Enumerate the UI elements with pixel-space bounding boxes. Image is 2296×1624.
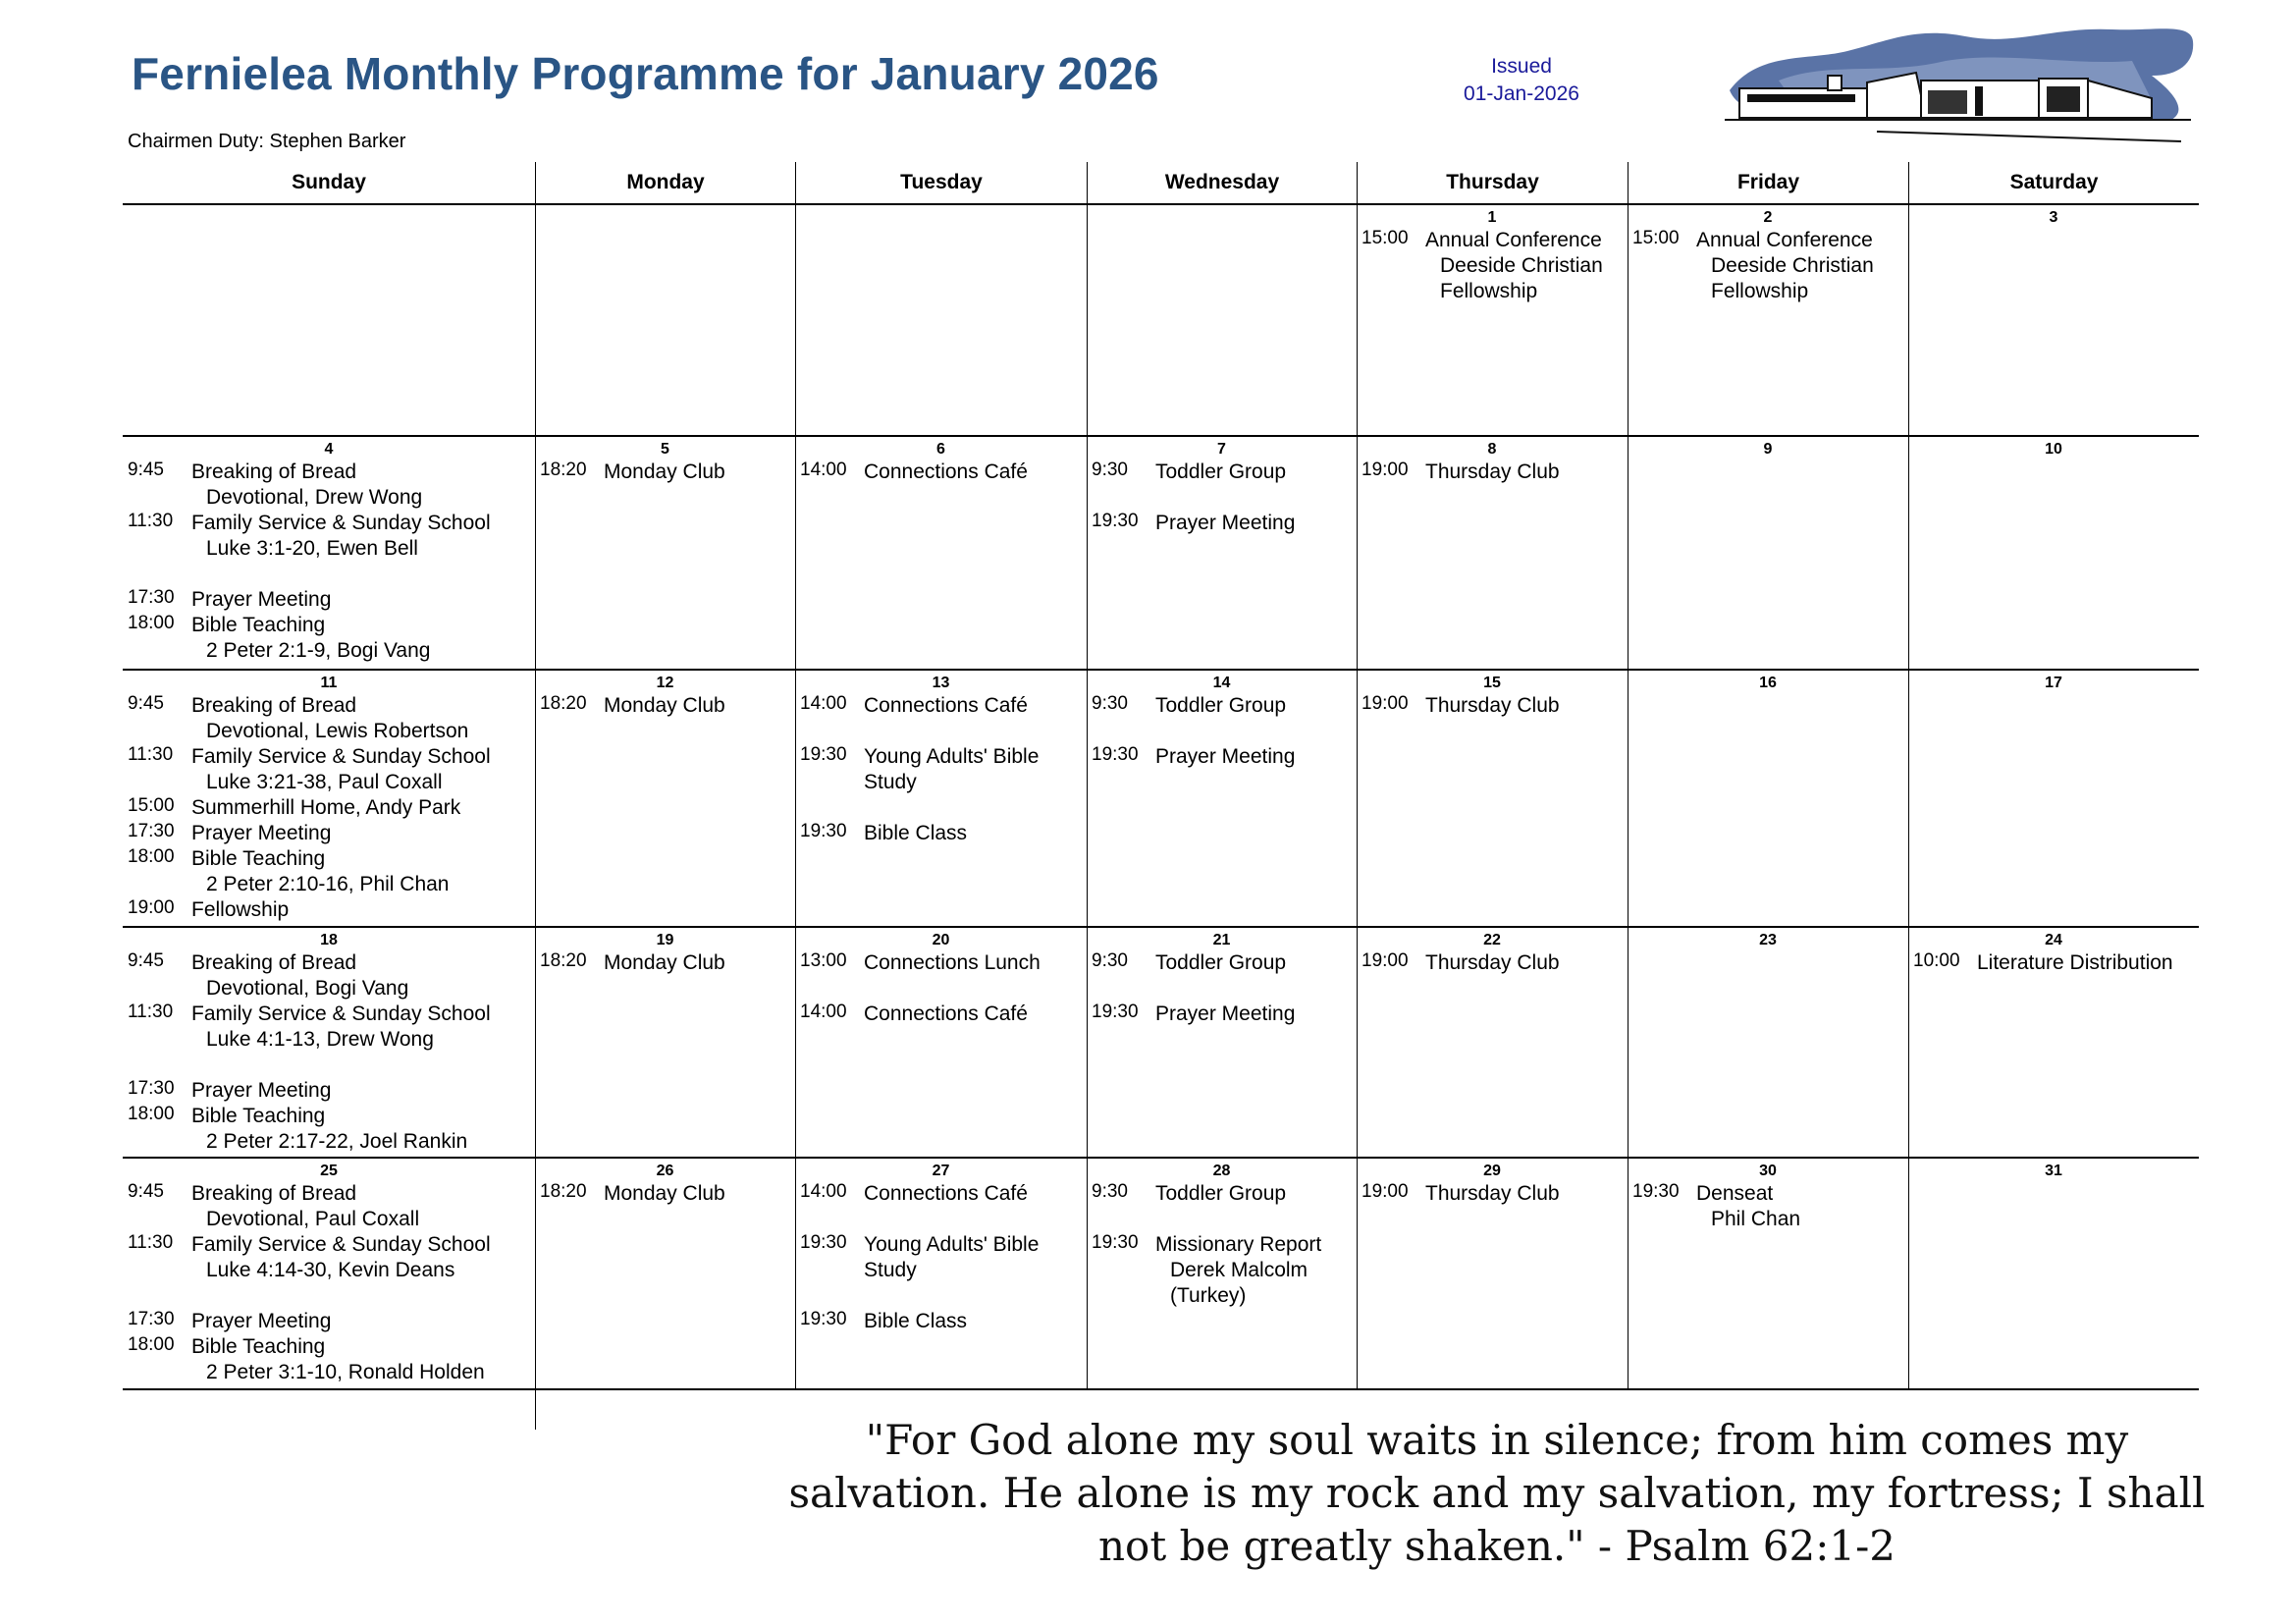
day-number: 28 [1212, 1163, 1231, 1179]
event-detail: Devotional, Bogi Vang [206, 977, 409, 1000]
event [1357, 950, 1628, 976]
event-time: 19:30 [1092, 511, 1139, 531]
event [123, 613, 535, 664]
event-title: Annual Conference [1425, 229, 1602, 251]
event-title: Breaking of Bread [191, 460, 357, 483]
day-cell-monday [535, 928, 795, 1157]
event-time: 14:00 [800, 1001, 847, 1022]
event-title: Fellowship [191, 898, 290, 921]
event [123, 1181, 535, 1232]
event-spacer [1087, 485, 1357, 511]
event-title: Bible Teaching [191, 847, 326, 870]
event [123, 1001, 535, 1053]
scripture-quote: "For God alone my soul waits in silence; from him comes my salvation. He alone is my rock and my salvation, my fortress; I shall not be greatly shaken." - Psalm 62:1-2 [788, 1416, 2206, 1570]
day-cell-thursday [1357, 437, 1628, 669]
day-number: 13 [932, 675, 950, 691]
day-number: 18 [320, 932, 338, 948]
day-cell-sunday [123, 1159, 535, 1388]
event-detail: 2 Peter 2:1-9, Bogi Vang [206, 639, 431, 662]
event-spacer [795, 719, 1087, 744]
event-title: Family Service & Sunday School [191, 1233, 491, 1256]
day-cell-friday [1628, 1159, 1908, 1388]
event-title: Prayer Meeting [191, 1079, 332, 1102]
event-time: 15:00 [128, 795, 175, 816]
event-title: Family Service & Sunday School [191, 1002, 491, 1025]
event-title: Connections Café [864, 1002, 1028, 1025]
weekday-header-friday: Friday [1628, 162, 1908, 203]
day-number: 25 [320, 1163, 338, 1179]
event-title: Prayer Meeting [191, 588, 332, 611]
event [535, 950, 795, 976]
week-row [123, 205, 2199, 437]
day-cell-tuesday [795, 205, 1087, 435]
event-spacer [1087, 719, 1357, 744]
day-number: 29 [1483, 1163, 1501, 1179]
day-cell-saturday [1908, 437, 2199, 669]
event-title: Bible Class [864, 822, 968, 844]
event-time: 18:00 [128, 1104, 175, 1124]
day-cell-friday [1628, 671, 1908, 926]
event-title: Bible Teaching [191, 1105, 326, 1127]
event-title: Annual Conference [1696, 229, 1873, 251]
event [123, 693, 535, 744]
event-detail: Luke 3:21-38, Paul Coxall [206, 771, 443, 793]
day-cell-thursday [1357, 1159, 1628, 1388]
church-building-icon [1720, 22, 2197, 147]
event [1628, 1181, 1908, 1232]
event-title: Bible Teaching [191, 1335, 326, 1358]
event-time: 19:00 [1362, 950, 1409, 971]
day-number: 3 [2049, 209, 2058, 226]
event [1087, 693, 1357, 719]
event-time: 19:30 [800, 821, 847, 841]
event-title: Prayer Meeting [1155, 745, 1296, 768]
calendar [123, 162, 2199, 1390]
day-number: 7 [1217, 441, 1226, 458]
day-number: 5 [661, 441, 669, 458]
event [795, 821, 1087, 846]
day-number: 22 [1483, 932, 1501, 948]
event-title-continued: Study [864, 771, 917, 793]
weekday-header-sunday: Sunday [292, 171, 366, 193]
event-title: Toddler Group [1155, 951, 1287, 974]
event-spacer [123, 562, 535, 587]
event-time: 9:30 [1092, 693, 1128, 714]
day-cell-tuesday [795, 437, 1087, 669]
event-time: 11:30 [128, 1001, 174, 1022]
event [123, 587, 535, 613]
event-title: Breaking of Bread [191, 951, 357, 974]
event [1087, 460, 1357, 485]
event [1087, 1232, 1357, 1309]
event-title: Connections Café [864, 460, 1028, 483]
event-time: 17:30 [128, 1309, 175, 1329]
event-time: 18:20 [540, 460, 587, 480]
event [795, 1309, 1087, 1334]
event-time: 9:45 [128, 693, 164, 714]
event-title: Breaking of Bread [191, 694, 357, 717]
event [795, 1181, 1087, 1207]
week-row [123, 1159, 2199, 1390]
event-detail: Devotional, Lewis Robertson [206, 720, 469, 742]
event-time: 9:30 [1092, 1181, 1128, 1202]
week-row [123, 928, 2199, 1159]
event-time: 15:00 [1632, 228, 1680, 248]
event-title: Connections Lunch [864, 951, 1041, 974]
event-title: Connections Café [864, 1182, 1028, 1205]
event [123, 846, 535, 897]
event-time: 9:45 [128, 460, 164, 480]
event [123, 795, 535, 821]
event [1357, 460, 1628, 485]
event-detail: (Turkey) [1170, 1284, 1247, 1307]
event [1357, 228, 1628, 304]
day-cell-tuesday [795, 1159, 1087, 1388]
day-number: 31 [2045, 1163, 2062, 1179]
event-time: 19:30 [800, 1309, 847, 1329]
event [123, 460, 535, 511]
day-cell-monday [535, 1159, 795, 1388]
day-number: 14 [1212, 675, 1231, 691]
event-detail: Derek Malcolm [1170, 1259, 1308, 1281]
day-cell-friday [1628, 205, 1908, 435]
day-number: 11 [320, 675, 338, 691]
day-number [123, 207, 535, 228]
event [1087, 1181, 1357, 1207]
page-title: Fernielea Monthly Programme for January 2026 [132, 48, 1159, 99]
event [535, 693, 795, 719]
event-time: 17:30 [128, 1078, 175, 1099]
day-cell-wednesday [1087, 928, 1357, 1157]
event-title: Connections Café [864, 694, 1028, 717]
event-time: 19:30 [800, 1232, 847, 1253]
day-cell-friday [1628, 928, 1908, 1157]
event-detail: Fellowship [1440, 280, 1538, 302]
event [123, 1309, 535, 1334]
event-time: 18:00 [128, 846, 175, 867]
event-time: 17:30 [128, 587, 175, 608]
day-cell-saturday [1908, 205, 2199, 435]
event-time: 13:00 [800, 950, 847, 971]
event-time: 9:30 [1092, 460, 1128, 480]
day-number [535, 207, 795, 228]
day-cell-wednesday [1087, 205, 1357, 435]
weekday-header-tuesday: Tuesday [795, 162, 1087, 203]
event-time: 19:00 [1362, 693, 1409, 714]
event-title: Prayer Meeting [191, 822, 332, 844]
event [535, 460, 795, 485]
day-cell-thursday [1357, 205, 1628, 435]
chairman-duty: Chairmen Duty: Stephen Barker [128, 131, 406, 152]
event-title: Breaking of Bread [191, 1182, 357, 1205]
day-cell-sunday [123, 437, 535, 669]
event [795, 1001, 1087, 1027]
event [795, 950, 1087, 976]
day-number: 27 [932, 1163, 950, 1179]
event-title: Family Service & Sunday School [191, 745, 491, 768]
issued-date: 01-Jan-2026 [1464, 82, 1579, 105]
day-cell-wednesday [1087, 671, 1357, 926]
day-number: 4 [324, 441, 334, 458]
event-time: 19:00 [1362, 460, 1409, 480]
event-detail: Phil Chan [1711, 1208, 1801, 1230]
event-detail: Devotional, Drew Wong [206, 486, 423, 509]
event [123, 950, 535, 1001]
event [1357, 1181, 1628, 1207]
event-time: 18:20 [540, 950, 587, 971]
event-time: 19:30 [1092, 1001, 1139, 1022]
event-title: Prayer Meeting [191, 1310, 332, 1332]
day-number: 15 [1483, 675, 1501, 691]
event-title: Toddler Group [1155, 694, 1287, 717]
event [123, 744, 535, 795]
event-detail: 2 Peter 2:17-22, Joel Rankin [206, 1130, 468, 1153]
event [1628, 228, 1908, 304]
event-title: Denseat [1696, 1182, 1774, 1205]
event [1087, 950, 1357, 976]
event [1087, 511, 1357, 536]
day-number: 12 [656, 675, 674, 691]
event [795, 744, 1087, 795]
day-number: 20 [932, 932, 950, 948]
day-number: 24 [2045, 932, 2062, 948]
day-number: 8 [1487, 441, 1497, 458]
event-time: 14:00 [800, 693, 847, 714]
issued-label: Issued [1491, 55, 1552, 78]
day-cell-thursday [1357, 671, 1628, 926]
event-time: 11:30 [128, 1232, 174, 1253]
event-time: 14:00 [800, 1181, 847, 1202]
week-row [123, 437, 2199, 671]
day-cell-monday [535, 437, 795, 669]
event-title: Young Adults' Bible [864, 745, 1040, 768]
event-spacer [795, 1283, 1087, 1309]
event-time: 10:00 [1913, 950, 1960, 971]
event-detail: Luke 4:14-30, Kevin Deans [206, 1259, 455, 1281]
day-number: 10 [2045, 441, 2062, 458]
day-number: 21 [1212, 932, 1231, 948]
event-detail: 2 Peter 3:1-10, Ronald Holden [206, 1361, 485, 1383]
day-number: 19 [656, 932, 674, 948]
event-time: 9:30 [1092, 950, 1128, 971]
event [123, 511, 535, 562]
day-number: 26 [656, 1163, 674, 1179]
event-time: 19:30 [1092, 744, 1139, 765]
event-detail: Deeside Christian [1440, 254, 1603, 277]
day-number: 23 [1759, 932, 1777, 948]
day-number: 16 [1759, 675, 1777, 691]
day-number: 6 [936, 441, 945, 458]
day-cell-saturday [1908, 1159, 2199, 1388]
weekday-header-saturday: Saturday [1908, 162, 2199, 203]
event-spacer [1087, 976, 1357, 1001]
weekday-header-monday: Monday [535, 162, 795, 203]
event [123, 1104, 535, 1155]
event-time: 11:30 [128, 511, 174, 531]
event-spacer [795, 1207, 1087, 1232]
event-title: Monday Club [604, 1182, 725, 1205]
day-number: 17 [2045, 675, 2062, 691]
event [795, 1232, 1087, 1283]
day-cell-saturday [1908, 671, 2199, 926]
issued-block [1423, 53, 1620, 108]
event-title: Summerhill Home, Andy Park [191, 796, 461, 819]
day-cell-tuesday [795, 928, 1087, 1157]
day-cell-sunday [123, 205, 535, 435]
event [123, 1334, 535, 1385]
event-time: 9:45 [128, 1181, 164, 1202]
week-row [123, 671, 2199, 928]
day-cell-wednesday [1087, 437, 1357, 669]
event-detail: Deeside Christian [1711, 254, 1874, 277]
day-number: 9 [1763, 441, 1773, 458]
event-time: 18:20 [540, 1181, 587, 1202]
event [795, 693, 1087, 719]
day-cell-sunday [123, 928, 535, 1157]
event-title: Prayer Meeting [1155, 1002, 1296, 1025]
event-time: 18:00 [128, 1334, 175, 1355]
day-number [795, 207, 1087, 228]
event-title: Monday Club [604, 951, 725, 974]
day-number: 30 [1759, 1163, 1777, 1179]
event [1357, 693, 1628, 719]
event-title: Thursday Club [1425, 694, 1560, 717]
weekday-header-thursday: Thursday [1357, 162, 1628, 203]
day-cell-thursday [1357, 928, 1628, 1157]
event-time: 18:00 [128, 613, 175, 633]
event-spacer [1087, 1207, 1357, 1232]
day-number: 2 [1763, 209, 1773, 226]
weekday-header [123, 162, 2199, 205]
event [1908, 950, 2199, 976]
event-title: Monday Club [604, 694, 725, 717]
event-time: 18:20 [540, 693, 587, 714]
event-title: Thursday Club [1425, 951, 1560, 974]
event [123, 1232, 535, 1283]
event-title: Monday Club [604, 460, 725, 483]
event [795, 460, 1087, 485]
event-time: 9:45 [128, 950, 164, 971]
event-time: 19:00 [1362, 1181, 1409, 1202]
event [535, 1181, 795, 1207]
event [123, 1078, 535, 1104]
event-spacer [795, 795, 1087, 821]
divider-line [535, 1377, 536, 1430]
event-detail: 2 Peter 2:10-16, Phil Chan [206, 873, 450, 895]
weekday-header-wednesday: Wednesday [1087, 162, 1357, 203]
event-title: Thursday Club [1425, 460, 1560, 483]
event-title: Missionary Report [1155, 1233, 1322, 1256]
day-cell-tuesday [795, 671, 1087, 926]
event-spacer [795, 976, 1087, 1001]
event-title: Thursday Club [1425, 1182, 1560, 1205]
day-cell-saturday [1908, 928, 2199, 1157]
event-detail: Luke 3:1-20, Ewen Bell [206, 537, 418, 560]
day-cell-monday [535, 205, 795, 435]
event-spacer [123, 1053, 535, 1078]
event [1087, 744, 1357, 770]
event [1087, 1001, 1357, 1027]
event [123, 821, 535, 846]
day-cell-friday [1628, 437, 1908, 669]
event-time: 19:00 [128, 897, 175, 918]
day-cell-monday [535, 671, 795, 926]
day-cell-sunday [123, 671, 535, 926]
event-detail: Luke 4:1-13, Drew Wong [206, 1028, 434, 1051]
day-cell-wednesday [1087, 1159, 1357, 1388]
event-time: 17:30 [128, 821, 175, 841]
event-title: Prayer Meeting [1155, 512, 1296, 534]
event-time: 19:30 [1632, 1181, 1680, 1202]
event-title: Literature Distribution [1977, 951, 2173, 974]
event-title: Family Service & Sunday School [191, 512, 491, 534]
event-title: Toddler Group [1155, 460, 1287, 483]
event [123, 897, 535, 923]
event-title: Toddler Group [1155, 1182, 1287, 1205]
event-time: 11:30 [128, 744, 174, 765]
event-title-continued: Study [864, 1259, 917, 1281]
event-title: Bible Class [864, 1310, 968, 1332]
event-title: Young Adults' Bible [864, 1233, 1040, 1256]
event-title: Bible Teaching [191, 614, 326, 636]
event-detail: Fellowship [1711, 280, 1809, 302]
day-number [1087, 207, 1357, 228]
day-number: 1 [1487, 209, 1497, 226]
event-time: 19:30 [800, 744, 847, 765]
event-time: 19:30 [1092, 1232, 1139, 1253]
event-detail: Devotional, Paul Coxall [206, 1208, 420, 1230]
event-time: 15:00 [1362, 228, 1409, 248]
event-time: 14:00 [800, 460, 847, 480]
event-spacer [123, 1283, 535, 1309]
